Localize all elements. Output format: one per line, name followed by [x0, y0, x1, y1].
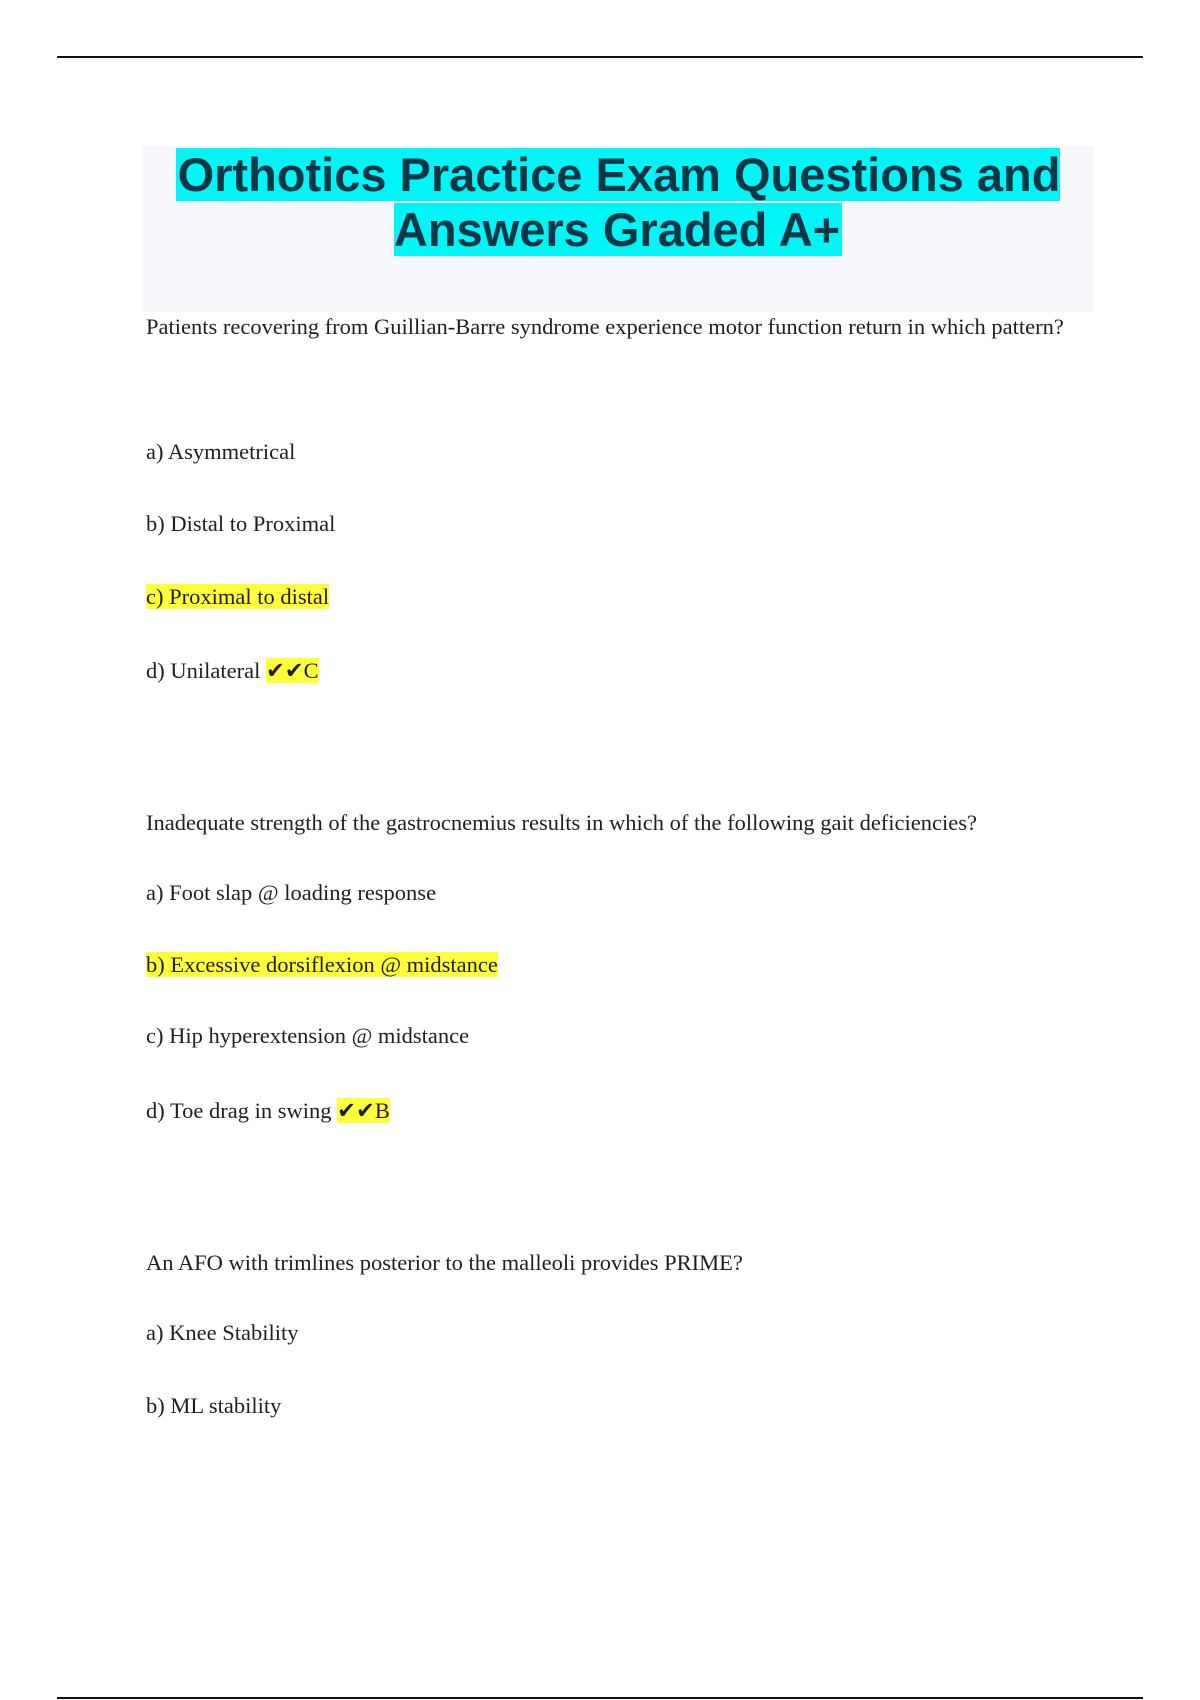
answer-mark-1: ✔✔C [265, 658, 319, 683]
answer-mark-2: ✔✔B [337, 1098, 390, 1123]
document-title [143, 146, 1093, 257]
question-2-option-a: a) Foot slap @ loading response [146, 880, 437, 905]
question-3-prompt: An AFO with trimlines posterior to the malleoli provides PRIME? [146, 1250, 743, 1275]
document-title-text: Orthotics Practice Exam Questions and Answers Graded A+ [177, 148, 1061, 256]
question-3-option-b: b) ML stability [146, 1393, 282, 1418]
question-2-option-c: c) Hip hyperextension @ midstance [146, 1023, 470, 1048]
question-1-option-a: a) Asymmetrical [146, 439, 296, 464]
top-rule [57, 56, 1143, 58]
question-3-option-a: a) Knee Stability [146, 1320, 299, 1345]
correct-answer-highlight: b) Excessive dorsiflexion @ midstance [146, 952, 498, 977]
question-2-prompt: Inadequate strength of the gastrocnemius results in which of the following gait deficiencies? [146, 810, 977, 835]
question-2-option-d [146, 1096, 390, 1126]
question-1-option-c [146, 582, 329, 612]
question-2-option-d-text: d) Toe drag in swing [146, 1098, 332, 1123]
question-1-option-d [146, 656, 319, 686]
correct-answer-highlight: c) Proximal to distal [146, 584, 330, 609]
question-1-prompt: Patients recovering from Guillian-Barre syndrome experience motor function return in which pattern? [146, 314, 1064, 339]
title-block [143, 146, 1093, 312]
question-2-option-b [146, 950, 498, 980]
question-1-option-d-text: d) Unilateral [146, 658, 261, 683]
bottom-rule [57, 1697, 1143, 1699]
question-1-option-b: b) Distal to Proximal [146, 511, 336, 536]
